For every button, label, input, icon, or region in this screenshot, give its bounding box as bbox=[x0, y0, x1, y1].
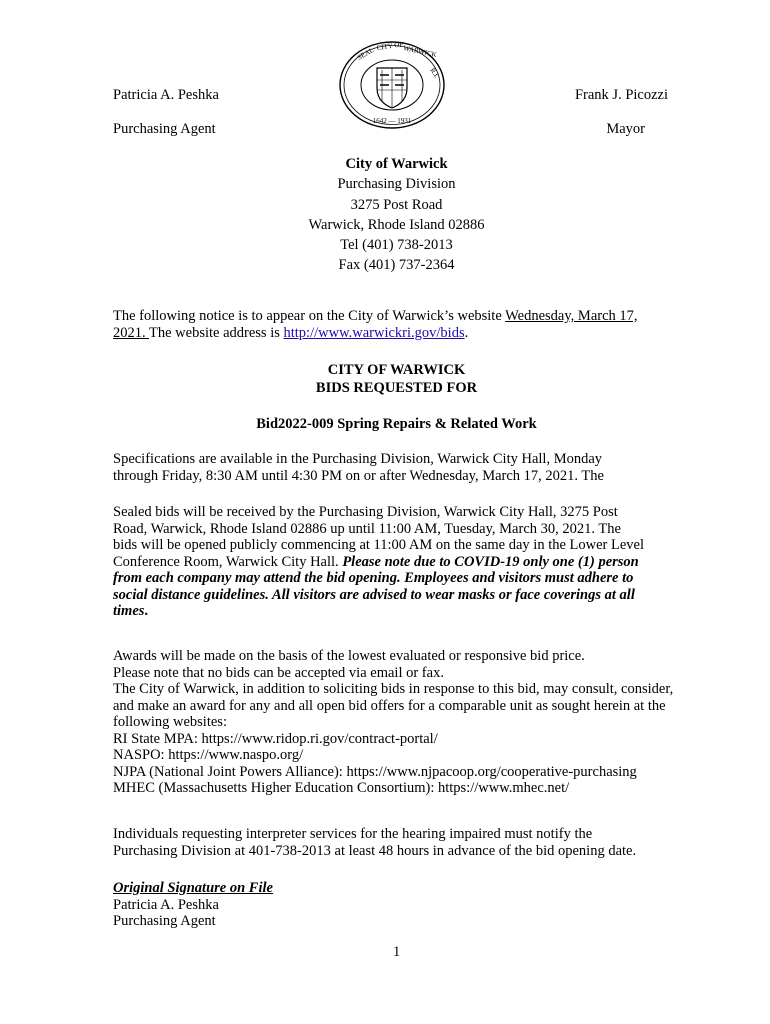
signature-name: Patricia A. Peshka bbox=[113, 896, 219, 913]
signature-block bbox=[113, 880, 673, 930]
bid-title: Bid2022-009 Spring Repairs & Related Work bbox=[256, 416, 537, 432]
bids-website-link[interactable]: http://www.warwickri.gov/bids bbox=[283, 324, 465, 341]
division-name: Purchasing Division bbox=[337, 176, 456, 193]
city-seal bbox=[337, 40, 447, 130]
site-mhec: MHEC (Massachusetts Higher Education Consortium): https://www.mhec.net/ bbox=[113, 780, 570, 796]
tel-number: Tel (401) 738-2013 bbox=[340, 237, 453, 254]
awards-paragraph: Awards will be made on the basis of the lowest evaluated or responsive bid price. Please note that no bids can be accepted via email or fax. The City of Warwick, in addition to soliciting bids in response to this bid, may consult, consider, and make an award for any and all open bid offers for a comparable unit as sought herein at the following websites: RI State MPA: https://www.ridop.ri.gov/contract-portal/ NASPO: https://www.naspo.org/ NJPA (National Joint Powers Alliance): https://www.njpacoop.org/cooperative-purchasing MHEC (Massachusetts Higher Education Consortium): https://www.mhec.net/ bbox=[113, 648, 674, 796]
svg-text:SEAL: SEAL bbox=[356, 46, 376, 62]
signature-title: Purchasing Agent bbox=[113, 913, 216, 929]
svg-text:WARWICK: WARWICK bbox=[402, 44, 438, 59]
interpreter-paragraph: Individuals requesting interpreter services for the hearing impaired must notify the Purchasing Division at 401-738-2013 at least 48 hours in advance of the bid opening date. bbox=[113, 826, 637, 859]
specifications-paragraph: Specifications are available in the Purchasing Division, Warwick City Hall, Monday through Friday, 8:30 AM until 4:30 PM on or after Wednesday, March 17, 2021. The bbox=[113, 451, 604, 484]
street-address: 3275 Post Road bbox=[350, 196, 443, 213]
page-number: 1 bbox=[393, 944, 401, 960]
mayor-name: Frank J. Picozzi bbox=[574, 87, 668, 103]
svg-text:1642 — 1931: 1642 — 1931 bbox=[372, 117, 412, 125]
site-naspo: NASPO: https://www.naspo.org/ bbox=[113, 747, 304, 763]
city-address: Warwick, Rhode Island 02886 bbox=[308, 216, 485, 233]
sealed-bids-paragraph: Sealed bids will be received by the Purchasing Division, Warwick City Hall, 3275 Post Road, Warwick, Rhode Island 02886 up until 11:00 AM, Tuesday, March 30, 2021. The bids will be opened publicly commencing at 11:00 AM on the same day in the Lower Level Conference Room, Warwick City Hall. Please note due to COVID-19 only one (1) person from each company may attend the bid opening. Employees and visitors must adhere to social distance guidelines. All visitors are advised to wear masks or face coverings at all times. bbox=[113, 504, 645, 619]
site-njpa: NJPA (National Joint Powers Alliance): https://www.njpacoop.org/cooperative-purchasing bbox=[113, 763, 637, 780]
fax-number: Fax (401) 737-2364 bbox=[338, 257, 455, 274]
svg-text:R.I.: R.I. bbox=[428, 66, 441, 80]
heading-bids: BIDS REQUESTED FOR bbox=[315, 379, 478, 396]
heading-city: CITY OF WARWICK bbox=[327, 362, 466, 378]
svg-text:CITY OF: CITY OF bbox=[376, 40, 404, 52]
org-name: City of Warwick bbox=[345, 156, 448, 172]
agent-name: Patricia A. Peshka bbox=[113, 87, 219, 103]
agent-title: Purchasing Agent bbox=[113, 121, 216, 137]
notice-intro: The following notice is to appear on the City of Warwick’s website Wednesday, March 17, 2021. The website address is http://www.warwickri.gov/bids. bbox=[113, 308, 638, 341]
address-block bbox=[0, 154, 770, 276]
mayor-title: Mayor bbox=[606, 121, 645, 137]
heading-block bbox=[0, 362, 770, 397]
site-ri-state: RI State MPA: https://www.ridop.ri.gov/contract-portal/ bbox=[113, 730, 438, 747]
signature-label: Original Signature on File bbox=[113, 880, 273, 896]
